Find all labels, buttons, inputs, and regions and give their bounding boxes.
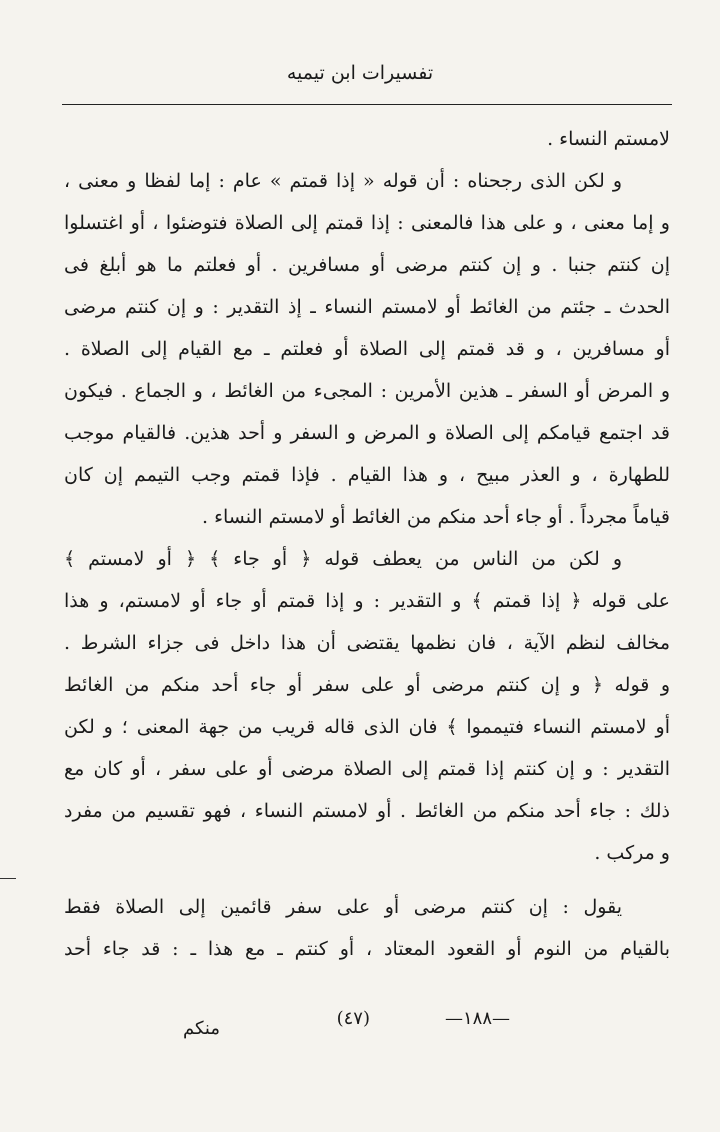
text-line: إن كنتم جنبا . و إن كنتم مرضى أو مسافرين . أو فعلتم ما هو أبلغ فى xyxy=(64,254,670,276)
text-line: و قوله ﴿ و إن كنتم مرضى أو على سفر أو جاء أحد منكم من الغائط xyxy=(64,674,670,696)
signature-mark: (٤٧) xyxy=(336,1008,370,1029)
text-line: على قوله ﴿ إذا قمتم ﴾ و التقدير : و إذا قمتم أو جاء أو لامستم، و هذا xyxy=(64,590,670,612)
page-footer xyxy=(100,1008,660,1044)
text-line: و مركب . xyxy=(594,842,670,864)
text-line: بالقيام من النوم أو القعود المعتاد ، أو كنتم ـ مع هذا ـ : قد جاء أحد xyxy=(64,938,670,960)
text-line: يقول : إن كنتم مرضى أو على سفر قائمين إلى الصلاة فقط xyxy=(64,896,622,918)
text-line: الحدث ـ جئتم من الغائط أو لامستم النساء ـ إذ التقدير : و إن كنتم مرضى xyxy=(64,296,670,318)
text-line: للطهارة ، و العذر مبيح ، و هذا القيام . فإذا قمتم وجب التيمم إن كان xyxy=(64,464,670,486)
text-line: و المرض أو السفر ـ هذين الأمرين : المجىء من الغائط ، و الجماع . فيكون xyxy=(64,380,670,402)
text-line: و لكن الذى رجحناه : أن قوله « إذا قمتم » عام : إما لفظا و معنى ، xyxy=(64,170,622,192)
text-line: و إما معنى ، و على هذا فالمعنى : إذا قمتم إلى الصلاة فتوضئوا ، أو اغتسلوا xyxy=(64,212,670,234)
text-line: لامستم النساء . xyxy=(547,128,670,150)
paragraph-gap xyxy=(64,874,670,886)
catchword: منكم xyxy=(183,1018,220,1039)
body-text xyxy=(64,118,670,970)
text-line: التقدير : و إن كنتم إذا قمتم إلى الصلاة مرضى أو على سفر ، أو كان مع xyxy=(64,758,670,780)
text-line: ذلك : جاء أحد منكم من الغائط . أو لامستم النساء ، فهو تقسيم من مفرد xyxy=(64,800,670,822)
header-rule xyxy=(62,104,672,105)
text-line: قد اجتمع قيامكم إلى الصلاة و المرض و السفر و أحد هذين. فالقيام موجب xyxy=(64,422,670,444)
running-header-title: تفسيرات ابن تيميه xyxy=(286,62,434,84)
text-line: مخالف لنظم الآية ، فان نظمها يقتضى أن هذا داخل فى جزاء الشرط . xyxy=(64,632,670,654)
margin-mark xyxy=(0,878,16,879)
text-line: أو لامستم النساء فتيمموا ﴾ فان الذى قاله قريب من جهة المعنى ؛ و لكن xyxy=(64,716,670,738)
page-number: —١٨٨— xyxy=(444,1008,510,1029)
text-line: و لكن من الناس من يعطف قوله ﴿ أو جاء ﴾ ﴿ أو لامستم ﴾ xyxy=(64,548,622,570)
text-line: قياماً مجرداً . أو جاء أحد منكم من الغائط أو لامستم النساء . xyxy=(201,506,670,528)
text-line: أو مسافرين ، و قد قمتم إلى الصلاة أو فعلتم ـ مع القيام إلى الصلاة . xyxy=(64,338,670,360)
